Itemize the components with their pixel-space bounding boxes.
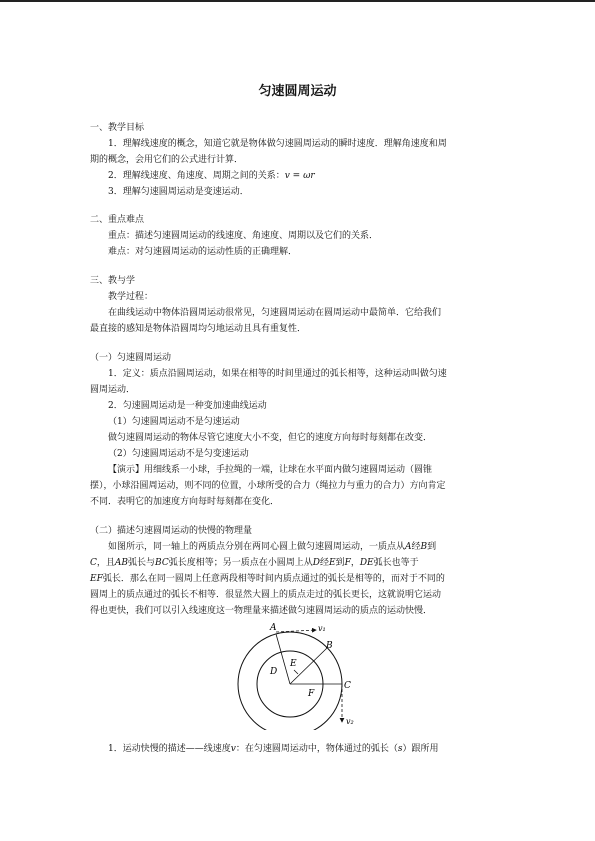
label-e: E xyxy=(290,659,297,669)
section-heading-objectives: 一、教学目标 xyxy=(90,123,145,133)
paragraph-line: C，且AB弧长与BC弧长度相等；另一质点在小圆周上从D经E到F，DE弧长也等于 xyxy=(90,558,419,568)
velocity-vector-v1 xyxy=(276,630,316,632)
section-heading-key-points: 二、重点难点 xyxy=(90,215,145,225)
paragraph-line: 重点：描述匀速圆周运动的线速度、角速度、周期以及它们的关系． xyxy=(108,231,379,241)
label-v2: v₂ xyxy=(346,717,354,726)
section-heading-teaching: 三、教与学 xyxy=(90,276,136,286)
paragraph-line: 得也更快，我们可以引入线速度这一物理量来描述做匀速圆周运动的质点的运动快慢． xyxy=(90,606,433,616)
radius-to-a xyxy=(276,634,290,684)
paragraph-line: 1．定义：质点沿圆周运动，如果在相等的时间里通过的弧长相等，这种运动叫做匀速 xyxy=(108,369,447,379)
paragraph-line: 1．理解线速度的概念，知道它就是物体做匀速圆周运动的瞬时速度．理解角速度和周 xyxy=(108,139,447,149)
page-title: 匀速圆周运动 xyxy=(258,84,337,99)
label-v1: v₁ xyxy=(318,624,326,633)
paragraph-line: 3．理解匀速圆周运动是变速运动． xyxy=(108,187,249,197)
label-c: C xyxy=(344,681,351,691)
paragraph-line: （2）匀速圆周运动不是匀变速运动 xyxy=(108,449,249,459)
paragraph-line: 2．匀速圆周运动是一种变加速曲线运动 xyxy=(108,401,267,411)
formula: v = ωr xyxy=(284,171,315,181)
top-rule xyxy=(0,0,595,2)
paragraph-line: 最直接的感知是物体沿圆周均匀地运动且具有重复性． xyxy=(90,324,307,334)
label-a: A xyxy=(270,623,277,633)
paragraph-line: 教学过程： xyxy=(108,292,154,302)
paragraph-line: 做匀速圆周运动的物体尽管它速度大小不变，但它的速度方向每时每刻都在改变． xyxy=(108,433,433,443)
label-d: D xyxy=(270,667,278,677)
arc-tick xyxy=(294,670,298,674)
paragraph-line: 难点：对匀速圆周运动的运动性质的正确理解． xyxy=(108,247,298,257)
paragraph-line: 不同．表明它的加速度方向每时每刻都在变化． xyxy=(90,497,280,507)
paragraph-line: EF弧长．那么在同一圆周上任意两段相等时间内质点通过的弧长是相等的，而对于不同的 xyxy=(90,574,445,584)
paragraph-line: 圆周上的质点通过的弧长不相等．很显然大圆上的质点走过的弧长更长，这就说明它运动 xyxy=(90,590,442,600)
paragraph-line: 【演示】用细线系一小球，手拉绳的一端，让球在水平面内做匀速圆周运动（圆锥 xyxy=(108,465,433,475)
paragraph-line: （1）匀速圆周运动不是匀速运动 xyxy=(108,417,240,427)
paragraph-line: 2．理解线速度、角速度、周期之间的关系：v = ωr xyxy=(108,171,315,181)
paragraph-line: 在曲线运动中物体沿圆周运动很常见，匀速圆周运动在圆周运动中最简单．它给我们 xyxy=(108,308,442,318)
label-f: F xyxy=(308,689,315,699)
paragraph-line: 如图所示，同一轴上的两质点分别在两同心圆上做匀速圆周运动，一质点从A经B到 xyxy=(108,542,437,552)
subsection-heading: （一）匀速圆周运动 xyxy=(90,353,172,363)
paragraph-line: 期的概念，会用它们的公式进行计算． xyxy=(90,155,244,165)
paragraph-line: 圆周运动． xyxy=(90,385,136,395)
label-b: B xyxy=(326,641,333,651)
concentric-circles-figure xyxy=(232,618,362,730)
paragraph-line: 摆），小球沿圆周运动，则不同的位置，小球所受的合力（绳拉力与重力的合力）方向肯定 xyxy=(90,481,446,491)
paragraph-line: 1．运动快慢的描述——线速度v：在匀速圆周运动中，物体通过的弧长（s）跟所用 xyxy=(108,744,439,754)
subsection-heading: （二）描述匀速圆周运动的快慢的物理量 xyxy=(90,526,253,536)
